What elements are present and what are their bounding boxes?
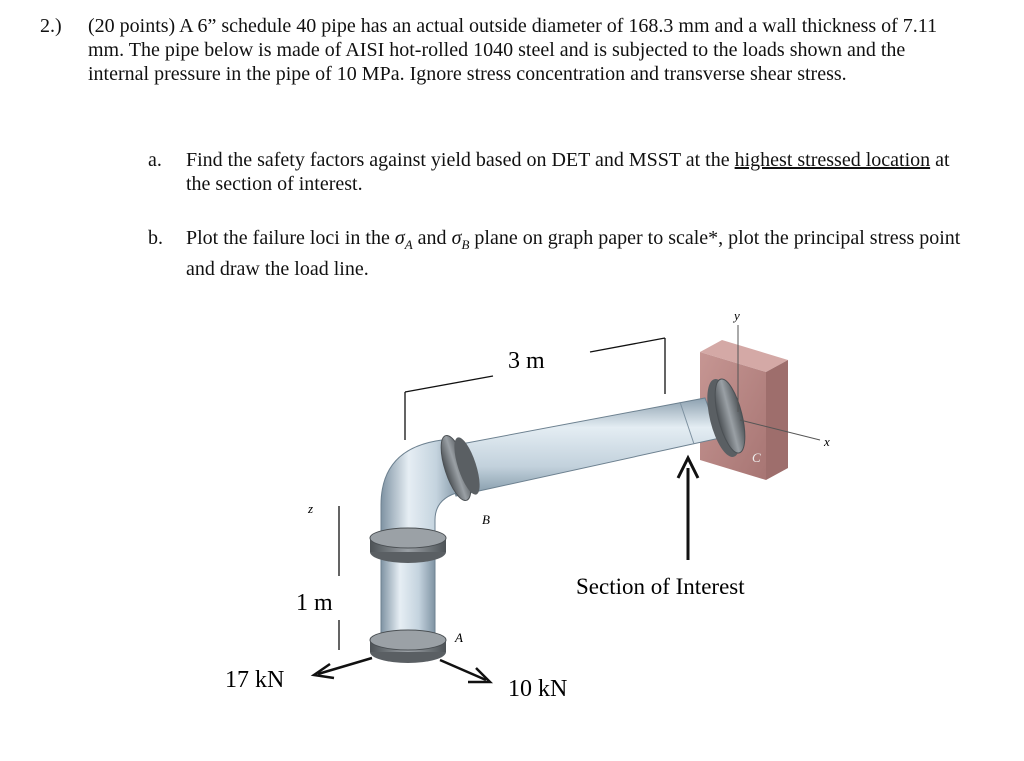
load-10kn-label: 10 kN bbox=[508, 676, 568, 702]
underlined-phrase: highest stressed location bbox=[734, 149, 931, 171]
problem-number: 2.) bbox=[40, 15, 62, 37]
section-arrow bbox=[678, 458, 698, 560]
load-17kn-arrow bbox=[314, 658, 372, 678]
sigma-a-symbol: σ bbox=[394, 227, 405, 249]
part-a-letter: a. bbox=[148, 149, 162, 171]
flange-bottom bbox=[370, 630, 446, 663]
load-17kn-label: 17 kN bbox=[225, 667, 285, 693]
point-c-label: C bbox=[752, 450, 761, 465]
horizontal-pipe bbox=[440, 398, 720, 496]
flange-middle bbox=[370, 528, 446, 563]
dim-1m-label: 1 m bbox=[296, 590, 333, 616]
y-axis-label: y bbox=[734, 308, 740, 323]
part-b-letter: b. bbox=[148, 227, 163, 249]
load-10kn-arrow bbox=[440, 660, 490, 682]
point-b-label: B bbox=[482, 512, 490, 527]
x-axis-label: x bbox=[824, 434, 830, 449]
problem-text: (20 points) A 6” schedule 40 pipe has an actual outside diameter of 168.3 mm and a wall thickness of 7.11 mm. The pipe below is made of AISI hot-rolled 1040 steel and is subjected to the loads shown and the internal pressure in the pipe of 10 MPa. Ignore stress concentration and transverse shear stress. bbox=[88, 15, 938, 85]
part-a-text: Find the safety factors against yield based on DET and MSST at the highest stressed location at the section of interest. bbox=[186, 149, 950, 195]
section-of-interest-label: Section of Interest bbox=[576, 574, 745, 599]
part-b-text: Plot the failure loci in the $\sigma_A$ and $\sigma_B$ plane on graph paper to scale*, plot the principal stress point and draw the load line. bbox=[186, 227, 961, 280]
dim-3m-label: 3 m bbox=[508, 348, 545, 374]
z-axis-label: z bbox=[308, 501, 314, 516]
sigma-b-symbol: σ bbox=[451, 227, 462, 249]
point-a-label: A bbox=[455, 630, 463, 645]
